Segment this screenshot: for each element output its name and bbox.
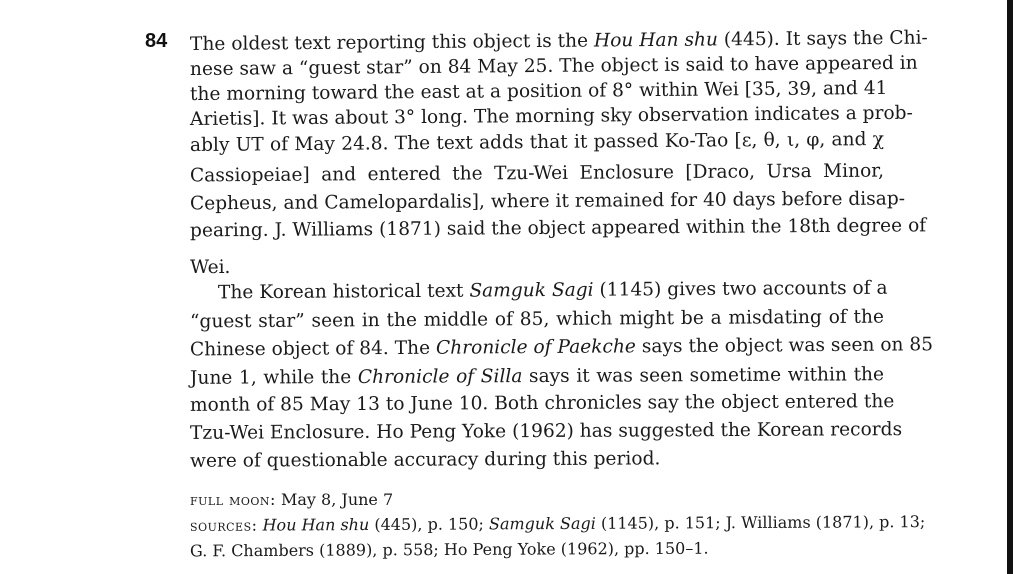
- source-italic: Hou Han shu: [262, 514, 370, 535]
- paragraph-1-line-2: nese saw a “guest star” on 84 May 25. The object is said to have appeared in: [189, 52, 918, 81]
- paragraph-2-line-2: “guest star” seen in the middle of 85, which might be a misdating of the: [189, 306, 885, 333]
- paragraph-2-line-1: [217, 277, 888, 306]
- full-moon-value: May 8, June 7: [275, 490, 394, 509]
- sources-label: sources:: [189, 515, 258, 535]
- paragraph-1-line-9: Wei.: [190, 257, 231, 278]
- paragraph-2-line-7: were of questionable accuracy during this period.: [189, 448, 661, 472]
- paragraph-1-line-6: Cassiopeiae] and entered the Tzu-Wei Enclosure [Draco, Ursa Minor,: [189, 160, 885, 187]
- text-run-italic: Chronicle of Paekche: [435, 336, 636, 359]
- text-run: (445), p. 150;: [369, 514, 490, 534]
- text-run: says it was seen sometime within the: [522, 364, 885, 388]
- full-moon-line: [190, 490, 393, 510]
- entry-number: 84: [145, 30, 168, 52]
- full-moon-label: full moon:: [190, 490, 276, 509]
- text-run: says the object was seen on 85: [635, 334, 934, 358]
- paragraph-2-line-5: month of 85 May 13 to June 10. Both chronicles say the object entered the: [189, 391, 895, 416]
- text-run: June 1, while the: [189, 366, 358, 389]
- paragraph-2-line-4: [190, 363, 884, 391]
- paragraph-1-line-7: Cepheus, and Camelopardalis], where it remained for 40 days before disap-: [189, 188, 906, 215]
- text-run: (1145), p. 151; J. Williams (1871), p. 13;: [595, 512, 926, 533]
- sources-line-1: [190, 512, 925, 536]
- scan-edge: [1007, 0, 1013, 574]
- sources-line-2: G. F. Chambers (1889), p. 558; Ho Peng Yoke (1962), pp. 150–1.: [189, 538, 709, 561]
- text-run-italic: Chronicle of Silla: [357, 366, 523, 388]
- text-run: The oldest text reporting this object is the: [189, 30, 595, 56]
- text-run: (1145) gives two accounts of a: [593, 277, 888, 301]
- paragraph-1-line-4: Arietis]. It was about 3° long. The morning sky observation indicates a prob-: [189, 102, 913, 131]
- text-run: Chinese object of 84. The: [189, 337, 437, 361]
- paragraph-2-line-6: Tzu-Wei Enclosure. Ho Peng Yoke (1962) has suggested the Korean records: [189, 419, 903, 444]
- paragraph-1-line-5: ably UT of May 24.8. The text adds that it passed Ko-Tao [ε, θ, ι, φ, and χ: [189, 128, 885, 157]
- paragraph-2-line-3: [189, 334, 934, 363]
- text-run-italic: Hou Han shu: [593, 29, 719, 52]
- paragraph-1-line-3: the morning toward the east at a position of 8° within Wei [35, 39, and 41: [189, 77, 888, 106]
- text-run: The Korean historical text: [217, 280, 470, 304]
- text-run: (445). It says the Chi-: [717, 27, 928, 51]
- source-italic: Samguk Sagi: [488, 513, 596, 534]
- paragraph-1-line-8: pearing. J. Williams (1871) said the object appeared within the 18th degree of: [189, 215, 927, 242]
- text-run-italic: Samguk Sagi: [469, 279, 594, 302]
